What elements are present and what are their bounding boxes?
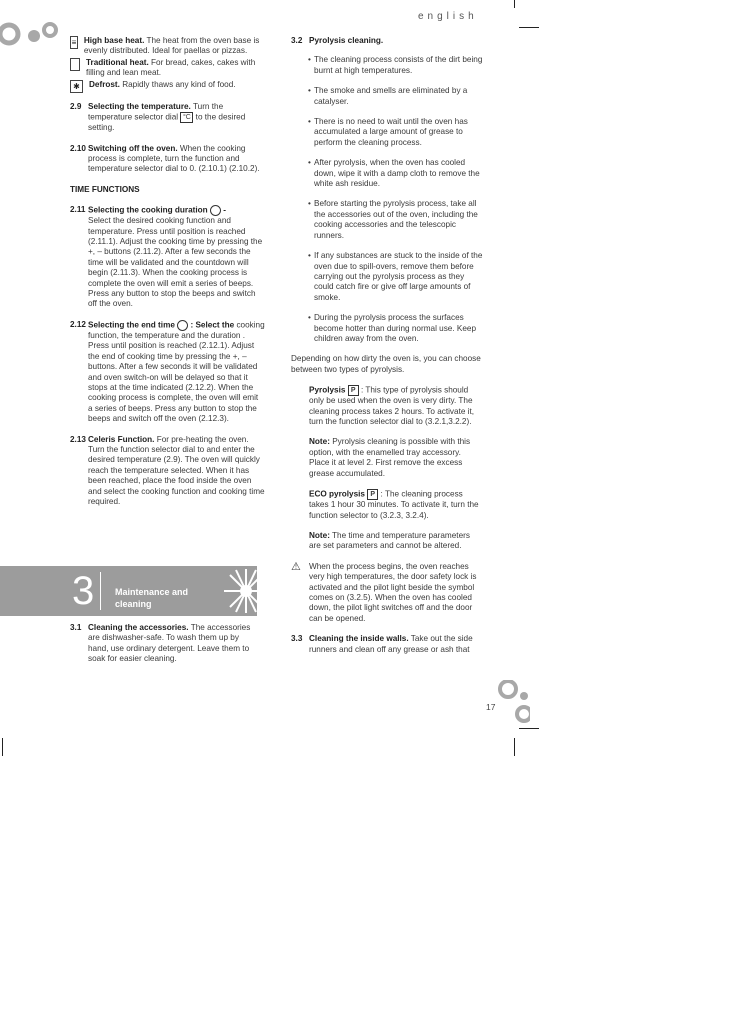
- section-2-10: [70, 144, 265, 175]
- note-paragraph: Note: The time and temperature parameters are set parameters and cannot be altered.: [309, 530, 470, 551]
- list-item: • Before starting the pyrolysis process, take all the accessories out of the oven, including the cooking accessories and the telescopic runners.: [308, 199, 478, 240]
- right-column: [291, 36, 483, 655]
- brand-logo-icon: [0, 14, 64, 58]
- section-text: Turn the temperature selector dial: [88, 101, 224, 122]
- eco-title: ECO pyrolysis: [309, 489, 365, 499]
- section-number: 2.13: [70, 434, 86, 444]
- section-2-13: [70, 435, 265, 508]
- section-2-11: 2.11 Selecting the cooking duration - Select the desired cooking function and temperature. Press until position is reached (2.11.1). Adjust the cooking time by pressing the +, – buttons (2.11.2). After a few seconds the time will be validated and the countdown will begin (2.11.3). When the cooking process is complete the oven will emit a series of beeps. Press any button to stop the beeps and switch off the oven.: [70, 205, 263, 309]
- language-label: english: [418, 11, 478, 22]
- pyrolysis-text: : This type of pyrolysis should only be used when the oven is very dirty. The cleaning process takes 2 hours. To activate it, turn the function selector dial to (3.2.1,3.2.2).: [309, 385, 475, 427]
- entry-text: The heat from the oven base is evenly distributed. Ideal for paellas or pizzas.: [83, 36, 260, 56]
- chapter-band: [0, 566, 257, 616]
- celsius-icon: °C: [180, 112, 193, 123]
- icon-entry-high-base: [70, 36, 265, 57]
- section-number: 2.9: [70, 101, 82, 111]
- duration-icon: [210, 205, 221, 216]
- entry-title: Traditional heat.: [85, 57, 149, 67]
- section-text: Select the desired cooking function and temperature. Press until position is reached (2.11.1). Adjust the cooking time by pressing the +, – buttons (2.11.2). After a few seconds the time will be validated and the countdown will begin (2.11.3). When the cooking process is complete the oven will emit a series of beeps. Press any button to stop the beeps and switch off the oven.: [88, 216, 263, 309]
- section-text: to the desired setting.: [88, 112, 246, 133]
- crop-mark: [514, 0, 515, 8]
- icon-entry-defrost: [70, 80, 265, 93]
- warning-text: When the process begins, the oven reaches very high temperatures, the door safety lock is activated and the pilot light beside the symbol comes on (3.2.5). When the oven has cooled down, the pilot light switches off and the door can be opened.: [309, 561, 477, 623]
- page-number: 17: [486, 702, 496, 712]
- section-title: Switching off the oven.: [88, 143, 178, 153]
- bullet-list: [291, 55, 483, 344]
- section-title: Pyrolysis cleaning.: [309, 36, 384, 45]
- section-number: 2.10: [70, 143, 86, 153]
- list-item: • If any substances are stuck to the inside of the oven due to spill-overs, remove them before carrying out the pyrolysis process as they could catch fire or give off large amounts of smoke.: [308, 251, 483, 302]
- chapter-divider: [100, 572, 101, 610]
- section-title: Cleaning the accessories.: [88, 623, 189, 632]
- eco-pyrolysis-icon: P: [367, 489, 378, 500]
- section-lead: : Select the: [190, 320, 235, 330]
- warning-icon: ⚠: [291, 560, 301, 573]
- entry-text: For bread, cakes, cakes with filling and lean meat.: [85, 57, 256, 78]
- section-text: cooking function, the temperature and the duration . Press until position is reached (2.12.1). Adjust the end of cooking time by pressing the +, – buttons. After a few seconds it will be validated and oven switch-on will be delayed so that it stops at the time indicated (2.12.2). When the cooking process is complete, the oven will emit a series of beeps. Press any button to stop the beeps and switch off the oven (2.12.3).: [88, 320, 265, 424]
- eco-text: : The cleaning process takes 1 hour 30 minutes. To activate it, turn the function selector to (3.2.3, 3.2.4).: [309, 489, 479, 520]
- sparkle-icon: [222, 567, 270, 615]
- crop-mark: [519, 728, 539, 729]
- pyrolysis-title: Pyrolysis: [309, 385, 346, 395]
- section-title: Cleaning the inside walls.: [309, 634, 409, 644]
- list-item: • During the pyrolysis process the surfaces become hotter than during normal use. Keep children away from the oven.: [308, 313, 477, 343]
- chapter-number: 3: [72, 569, 95, 613]
- section-3-1: [70, 623, 258, 665]
- icon-entry-traditional: [70, 58, 265, 79]
- grill-tray-icon: ≡: [71, 38, 77, 47]
- section-number: 3.3: [291, 634, 303, 644]
- section-number: 2.12: [70, 319, 86, 329]
- crop-mark: [519, 27, 539, 28]
- list-item: • The smoke and smells are eliminated by a catalyser.: [308, 86, 468, 106]
- section-2-12: [70, 320, 265, 425]
- pyrolysis-paragraph: [291, 385, 483, 427]
- section-2-9: [70, 102, 265, 134]
- pyrolysis-icon: P: [348, 385, 359, 396]
- section-number: 3.1: [70, 623, 82, 632]
- section-text: The accessories are dishwasher-safe. To wash them up by hand, use ordinary detergent. Leave them to soak for easier cleaning.: [88, 623, 251, 664]
- section-title: Selecting the temperature.: [88, 101, 191, 111]
- left-column: [70, 36, 265, 507]
- brand-logo-icon: [494, 680, 530, 724]
- section-3-3: [291, 634, 483, 655]
- section-number: 3.2: [291, 36, 303, 45]
- section-title: Celeris Function.: [88, 434, 155, 444]
- end-time-icon: [177, 320, 188, 331]
- snowflake-icon: ✱: [70, 80, 83, 93]
- section-text: Take out the side runners and clean off any grease or ash that: [309, 634, 473, 654]
- section-text: For pre-heating the oven. Turn the function selector dial to and enter the desired temperature (2.9). The oven will quickly reach the temperature selected. When it has been reached, place the food inside the oven and select the cooking function and cooking time required.: [88, 434, 265, 507]
- section-number: 2.11: [70, 205, 86, 215]
- section-title: Selecting the cooking duration: [88, 205, 208, 215]
- chapter-title-line: cleaning: [115, 599, 152, 609]
- warning-paragraph: [291, 562, 483, 624]
- section-title: Selecting the end time: [88, 320, 175, 330]
- traditional-oven-icon: [70, 58, 80, 71]
- section-text: When the cooking process is complete, turn the function and temperature selector dial to 0. (2.10.1) (2.10.2).: [88, 143, 260, 174]
- chapter-title: [115, 586, 188, 610]
- entry-title: Defrost.: [89, 79, 120, 89]
- list-item: • There is no need to wait until the oven has accumulated a large amount of grease to perform the cleaning process.: [308, 117, 468, 147]
- list-item: • The cleaning process consists of the dirt being burnt at high temperatures.: [308, 55, 483, 75]
- entry-title: High base heat.: [83, 36, 145, 45]
- time-functions-heading: TIME FUNCTIONS: [70, 184, 140, 194]
- entry-text: Rapidly thaws any kind of food.: [119, 79, 236, 89]
- crop-mark: [514, 738, 515, 756]
- note-paragraph: Note: Pyrolysis cleaning is possible with this option, with the enamelled tray accessory. Place it at level 2. First remove the excess grease accumulated.: [309, 437, 471, 478]
- chapter-title-line: Maintenance and: [115, 587, 189, 597]
- section-3-2: [291, 36, 483, 46]
- list-item: • After pyrolysis, when the oven has cooled down, wipe it with a damp cloth to remove the white ash residue.: [308, 158, 480, 189]
- depending-paragraph: Depending on how dirty the oven is, you can choose between two types of pyrolysis.: [291, 354, 481, 374]
- eco-pyrolysis-paragraph: [291, 489, 483, 521]
- crop-mark: [2, 738, 3, 756]
